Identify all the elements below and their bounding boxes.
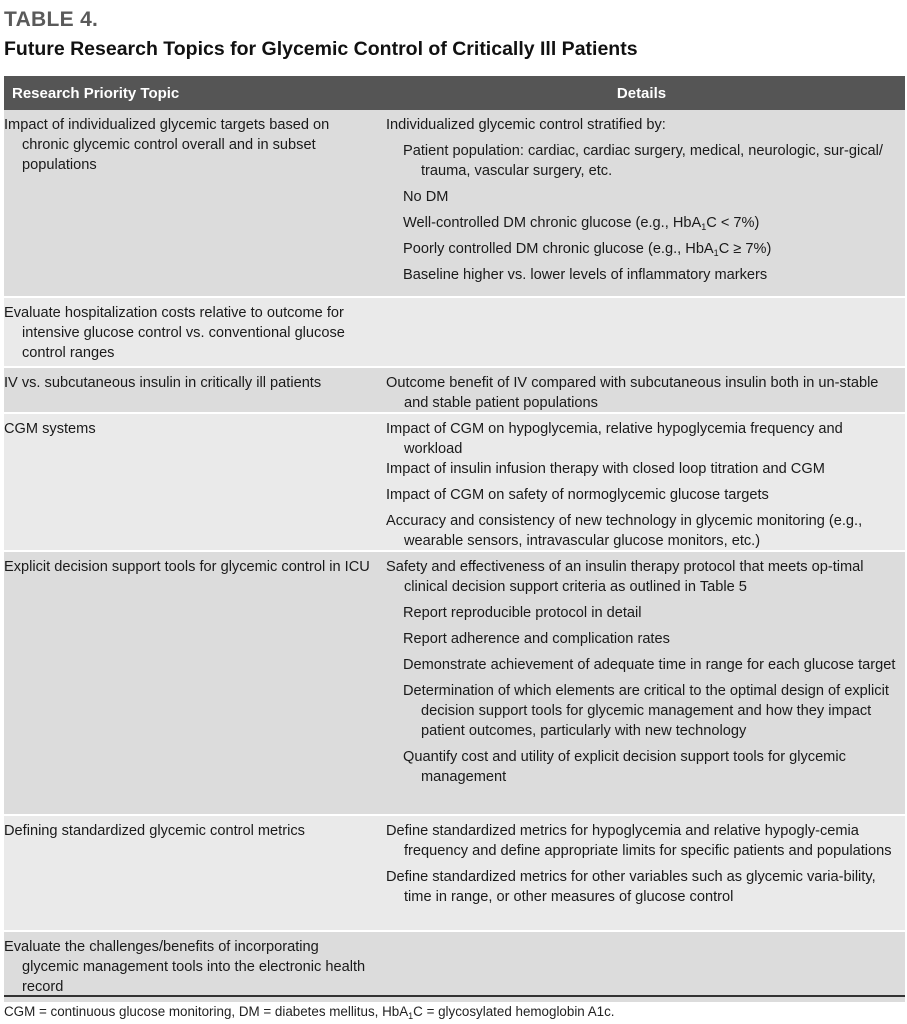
- topic-cell: Explicit decision support tools for glycemic control in ICU: [4, 559, 370, 575]
- table-number: TABLE 4.: [4, 8, 99, 31]
- table-row: [4, 816, 905, 932]
- detail-item: Accuracy and consistency of new technology in glycemic monitoring (e.g., wearable sensors, intravascular glucose monitors, etc.): [386, 513, 863, 549]
- detail-item: Define standardized metrics for other variables such as glycemic varia-bility, time in range, or other measures of glucose control: [386, 869, 876, 905]
- table-header: [4, 76, 905, 110]
- topic-cell: CGM systems: [4, 421, 96, 437]
- header-research-priority-topic: Research Priority Topic: [12, 84, 180, 102]
- table-row: [4, 552, 905, 816]
- table-title: Future Research Topics for Glycemic Control of Critically Ill Patients: [4, 38, 638, 60]
- table-row: [4, 368, 905, 414]
- details-cell: [378, 414, 905, 550]
- details-cell: [378, 816, 905, 930]
- detail-item: Individualized glycemic control stratified by:: [386, 117, 666, 133]
- research-topics-table: [4, 76, 905, 1002]
- detail-item: Define standardized metrics for hypoglycemia and relative hypogly-cemia frequency and define appropriate limits for specific patients and populations: [386, 823, 892, 859]
- details-cell: [378, 932, 905, 1002]
- detail-item: Impact of CGM on hypoglycemia, relative hypoglycemia frequency and workload: [386, 421, 843, 457]
- detail-item: Well-controlled DM chronic glucose (e.g., HbA$_1$C < 7%): [403, 215, 760, 232]
- detail-item: Report adherence and complication rates: [403, 631, 670, 647]
- table-row: [4, 298, 905, 368]
- table-row: [4, 414, 905, 552]
- detail-item: No DM: [403, 189, 449, 205]
- detail-item: Baseline higher vs. lower levels of inflammatory markers: [403, 267, 768, 283]
- table-row: [4, 110, 905, 298]
- detail-item: Poorly controlled DM chronic glucose (e.g., HbA$_1$C ≥ 7%): [403, 241, 772, 258]
- table-row: [4, 932, 905, 1002]
- topic-cell: Evaluate hospitalization costs relative to outcome for intensive glucose control vs. conventional glucose control ranges: [4, 305, 345, 361]
- detail-item: Safety and effectiveness of an insulin therapy protocol that meets op-timal clinical decision support criteria as outlined in Table 5: [386, 559, 864, 595]
- table-bottom-rule: [4, 995, 905, 997]
- table-footnote: CGM = continuous glucose monitoring, DM = diabetes mellitus, HbA$_1$C = glycosylated hemoglobin A1c.: [4, 1004, 615, 1021]
- detail-item: Outcome benefit of IV compared with subcutaneous insulin both in un-stable and stable patient populations: [386, 375, 879, 411]
- detail-item: Demonstrate achievement of adequate time in range for each glucose target: [403, 657, 896, 673]
- details-cell: [378, 110, 905, 296]
- topic-cell: Impact of individualized glycemic targets based on chronic glycemic control overall and in subset populations: [4, 117, 330, 173]
- header-details: Details: [616, 84, 667, 102]
- details-cell: [378, 368, 905, 412]
- topic-cell: Defining standardized glycemic control metrics: [4, 823, 305, 839]
- topic-cell: Evaluate the challenges/benefits of incorporating glycemic management tools into the electronic health record: [4, 939, 366, 995]
- detail-item: Quantify cost and utility of explicit decision support tools for glycemic management: [403, 749, 846, 785]
- detail-item: Impact of CGM on safety of normoglycemic glucose targets: [386, 487, 769, 503]
- detail-item: Patient population: cardiac, cardiac surgery, medical, neurologic, sur-gical/ trauma, vascular surgery, etc.: [403, 143, 883, 179]
- detail-item: Report reproducible protocol in detail: [403, 605, 642, 621]
- details-cell: [378, 298, 905, 366]
- detail-item: Impact of insulin infusion therapy with closed loop titration and CGM: [386, 461, 825, 477]
- topic-cell: IV vs. subcutaneous insulin in critically ill patients: [4, 375, 322, 391]
- detail-item: Determination of which elements are critical to the optimal design of explicit decision support tools for glycemic management and how they impact patient outcomes, particularly with new technology: [403, 683, 889, 739]
- details-cell: [378, 552, 905, 814]
